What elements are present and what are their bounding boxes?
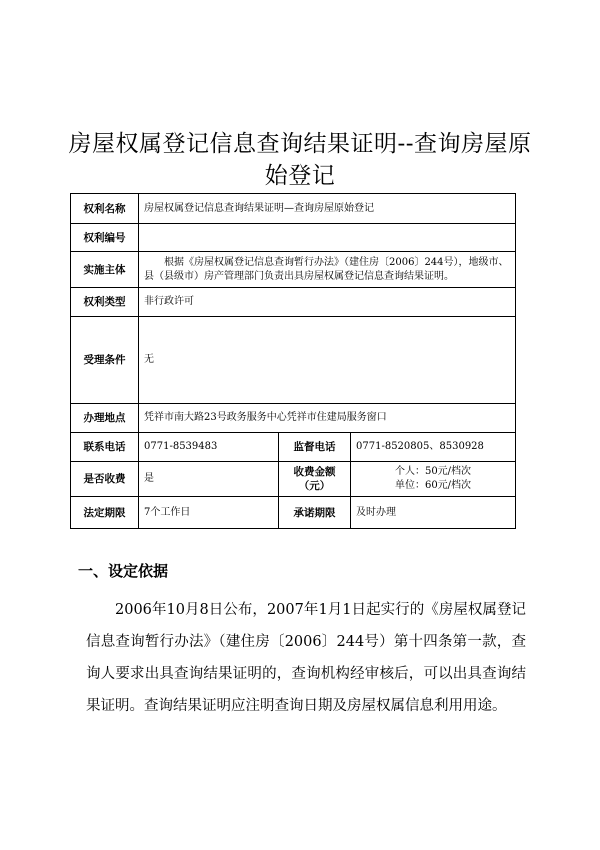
label-shishi-zhuti: 实施主体 <box>71 252 139 288</box>
row-quanli-bianhao <box>71 224 516 252</box>
label-lianxi-dianhua: 联系电话 <box>71 433 139 462</box>
value-quanli-bianhao <box>139 224 516 252</box>
value-fading-qixian: 7个工作日 <box>139 497 279 529</box>
row-qixian <box>71 497 516 529</box>
row-quanli-mingcheng <box>71 194 516 224</box>
value-shoufei-geren: 个人：50元/档次 <box>394 466 472 477</box>
document-title <box>60 128 540 192</box>
title-line-1: 房屋权属登记信息查询结果证明--查询房屋原 <box>68 131 532 157</box>
label-quanli-bianhao: 权利编号 <box>71 224 139 252</box>
label-shifou-shoufei: 是否收费 <box>71 462 139 497</box>
section-heading-sheding-yiju: 一、设定依据 <box>78 562 169 580</box>
label-fading-qixian: 法定期限 <box>71 497 139 529</box>
value-shouli-tiaojian: 无 <box>139 317 516 404</box>
label-shoufei-jine-line2: （元） <box>298 480 331 492</box>
row-shoufei <box>71 462 516 497</box>
value-shoufei-danwei: 单位：60元/档次 <box>394 480 472 491</box>
label-jiandu-dianhua: 监督电话 <box>279 433 351 462</box>
value-chengnuo-qixian: 及时办理 <box>351 497 516 529</box>
row-shouli-tiaojian <box>71 317 516 404</box>
label-quanli-leixing: 权利类型 <box>71 288 139 317</box>
label-shoufei-jine <box>279 462 351 497</box>
info-table <box>70 193 516 529</box>
section-paragraph-sheding-yiju: 2006年10月8日公布，2007年1月1日起实行的《房屋权属登记信息查询暂行办法》（建住房〔2006〕244号）第十四条第一款，查询人要求出具查询结果证明的，查询机构经审核后，可以出具查询结果证明。查询结果证明应注明查询日期及房屋权属信息利用用途。 <box>86 602 526 714</box>
row-dianhua <box>71 433 516 462</box>
value-quanli-mingcheng: 房屋权属登记信息查询结果证明—查询房屋原始登记 <box>139 194 516 224</box>
label-banli-didian: 办理地点 <box>71 404 139 433</box>
value-banli-didian: 凭祥市南大路23号政务服务中心凭祥市住建局服务窗口 <box>139 404 516 433</box>
value-jiandu-dianhua: 0771-8520805、8530928 <box>351 433 516 462</box>
value-shifou-shoufei: 是 <box>139 462 279 497</box>
label-chengnuo-qixian: 承诺期限 <box>279 497 351 529</box>
title-line-2: 始登记 <box>264 163 336 189</box>
label-shoufei-jine-line1: 收费金额 <box>293 466 336 478</box>
value-shishi-zhuti: 根据《房屋权属登记信息查询暂行办法》（建住房〔2006〕244号），地级市、县（县级市）房产管理部门负责出具房屋权属登记信息查询结果证明。 <box>139 252 516 288</box>
row-quanli-leixing <box>71 288 516 317</box>
label-shouli-tiaojian: 受理条件 <box>71 317 139 404</box>
row-shishi-zhuti <box>71 252 516 288</box>
row-banli-didian <box>71 404 516 433</box>
value-quanli-leixing: 非行政许可 <box>139 288 516 317</box>
value-lianxi-dianhua: 0771-8539483 <box>139 433 279 462</box>
label-quanli-mingcheng: 权利名称 <box>71 194 139 224</box>
value-shoufei-jine <box>351 462 516 497</box>
